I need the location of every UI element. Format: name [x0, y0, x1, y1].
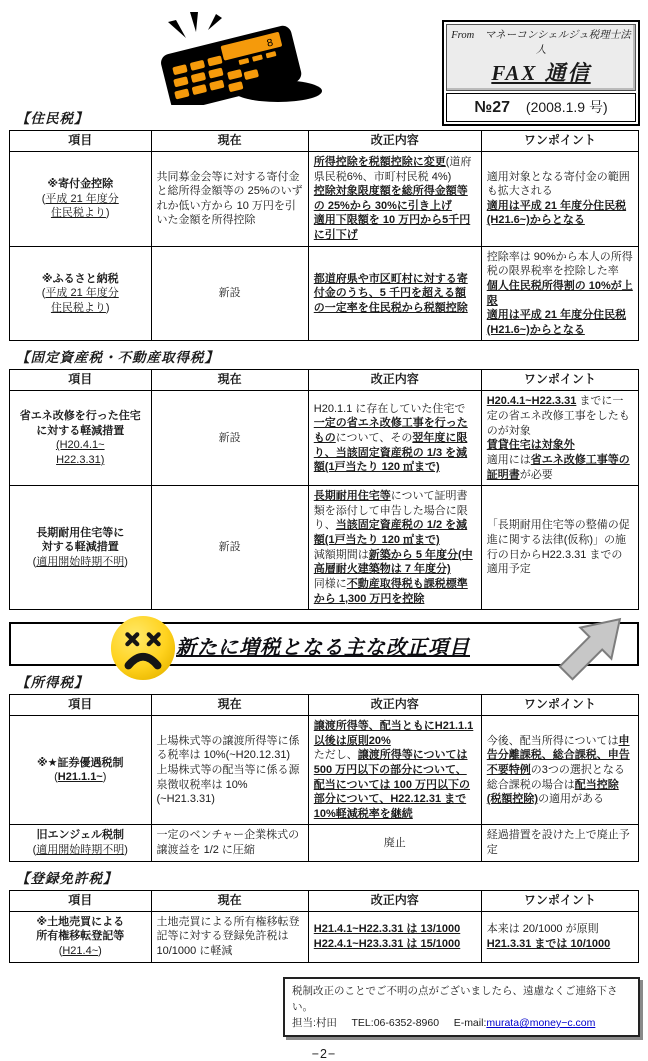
text-run: 適用は平成 21 年度分住民税(H21.6~)からとなる — [486, 309, 627, 336]
cell-line — [15, 540, 146, 555]
text-run: ※★証券優遇税制 — [36, 756, 124, 769]
calculator-icon — [128, 10, 328, 105]
table-cell — [481, 151, 638, 246]
cell-line — [487, 922, 633, 937]
text-run: H20.4.1~H22.3.31 — [486, 395, 577, 408]
cell-line — [487, 279, 633, 308]
text-run: ( — [41, 287, 46, 300]
text-run: 土地売買による所有権移転登記等に対する登録免許税は10/1000 に軽減 — [156, 915, 300, 957]
text-run: 適用には — [486, 453, 531, 466]
svg-text:8: 8 — [265, 37, 275, 51]
text-run: 適用開始時期不明 — [36, 555, 125, 568]
column-header: 改正内容 — [308, 695, 481, 716]
section-heading-juminzei: 【住民税】 — [16, 111, 89, 126]
cell-line — [15, 929, 146, 944]
column-header: 項目 — [10, 131, 152, 152]
text-run: 平成 21 年度分 — [45, 287, 119, 300]
text-run: 新築から 5 年度分(中高層耐火建築物は 7 年度分) — [313, 548, 473, 576]
cell-line — [487, 453, 633, 482]
text-run: 同様に — [313, 577, 347, 590]
cell-line — [314, 155, 476, 184]
text-run: 「長期耐用住宅等の整備の促進に関する法律(仮称)」の施行の日からH22.3.31 までの適用予定 — [486, 519, 630, 576]
section-heading-koteishisanzei: 【固定資産税・不動産取得税】 — [16, 350, 219, 366]
column-header: ワンポイント — [481, 890, 638, 911]
table-row — [10, 911, 639, 962]
cell-line — [15, 438, 146, 453]
table-cell — [308, 825, 481, 861]
table-juminzei — [9, 130, 639, 341]
column-header: ワンポイント — [481, 370, 638, 391]
table-cell — [481, 716, 638, 825]
table-cell — [151, 486, 308, 610]
text-run: 長期耐用住宅等に — [36, 526, 125, 539]
column-header: 項目 — [10, 695, 152, 716]
email-link[interactable]: murata@money−c.com — [486, 1017, 596, 1030]
table-cell — [151, 911, 308, 962]
cell-line — [157, 734, 303, 763]
table-cell — [308, 391, 481, 486]
cell-line — [314, 272, 476, 316]
cell-line — [314, 184, 476, 213]
cell-line — [314, 213, 476, 242]
table-cell — [151, 246, 308, 341]
text-run: 住民税より — [50, 207, 106, 220]
text-run: ※土地売買による — [36, 915, 125, 928]
cell-line — [314, 836, 476, 851]
table-koteishisanzei — [9, 369, 639, 610]
text-run: 上場株式等の譲渡所得等に係る税率は 10%(~H20.12.31) — [156, 734, 300, 762]
cell-line — [157, 286, 303, 301]
cell-line — [314, 489, 476, 548]
cell-line — [487, 518, 633, 577]
text-run: 今後、配当所得については — [486, 734, 619, 747]
text-run: 申告分離課税、総合課税、申告不要特例 — [486, 734, 630, 776]
table-cell — [10, 151, 152, 246]
cell-line — [487, 394, 633, 438]
tax-table — [9, 694, 639, 862]
cell-line — [314, 577, 476, 606]
contact-person: 担当:村田 — [292, 1017, 337, 1030]
text-run: ) — [98, 944, 102, 957]
text-run: 省エネ改修工事等の証明書 — [486, 453, 630, 481]
cell-line — [15, 770, 146, 785]
cell-line — [15, 409, 146, 438]
table-cell — [308, 486, 481, 610]
fax-title: FAX 通信 — [491, 61, 591, 85]
cell-line — [487, 734, 633, 778]
table-cell — [10, 486, 152, 610]
contact-box — [283, 977, 640, 1038]
text-run: ただし、 — [313, 749, 358, 762]
table-cell — [10, 716, 152, 825]
text-run: 本来は 20/1000 が原則 — [486, 923, 599, 935]
cell-line — [157, 540, 303, 555]
cell-line — [157, 828, 303, 857]
cell-line — [314, 748, 476, 821]
cell-line — [487, 199, 633, 228]
cell-line — [314, 402, 476, 475]
text-run: 新設 — [218, 541, 241, 554]
contact-message: 税制改正のことでご不明の点がございましたら、遠慮なくご連絡下さい。 — [292, 984, 618, 1013]
column-header: 項目 — [10, 370, 152, 391]
text-run: 廃止 — [383, 836, 406, 849]
text-run: 上場株式等の配当等に係る源泉徴収税率は 10% (~H21.3.31) — [156, 763, 300, 806]
text-run: の適用がある — [538, 793, 605, 806]
text-run: 譲渡所得等、配当ともにH21.1.1 以後は原則20% — [313, 720, 474, 747]
table-cell — [481, 911, 638, 962]
cell-line — [15, 756, 146, 771]
text-run: が必要 — [519, 468, 553, 481]
up-right-arrow-icon — [547, 600, 639, 688]
cell-line — [157, 763, 303, 807]
column-header: 改正内容 — [308, 890, 481, 911]
cell-line — [487, 170, 633, 199]
text-run: 一定のベンチャー企業株式の譲渡益を 1/2 に圧縮 — [156, 829, 300, 857]
fax-from-line: From マネーコンシェルジュ税理士法人 — [451, 30, 631, 56]
column-header: 現在 — [151, 890, 308, 911]
text-run: 当該固定資産税の 1/2 を減額(1戸当たり 120 ㎡まで) — [313, 519, 468, 547]
text-run: 都道府県や市区町村に対する寄付金のうち、5 千円を超える額の一定率を住民税から税額控除 — [313, 272, 468, 314]
text-run: 適用開始時期不明 — [36, 844, 125, 857]
table-row — [10, 391, 639, 486]
text-run: 翌年度に限り、当該固定資産税の 1/3 を減額(1戸当たり 120 ㎡まで) — [313, 431, 468, 474]
text-run: ( — [32, 844, 37, 857]
page-header — [0, 6, 648, 116]
cell-line — [15, 944, 146, 959]
table-cell — [481, 246, 638, 341]
text-run: H21.4~ — [62, 944, 99, 957]
table-cell — [10, 825, 152, 861]
table-cell — [481, 486, 638, 610]
text-run: H20.1.1 に存在していた住宅で — [313, 402, 466, 415]
column-header: ワンポイント — [481, 131, 638, 152]
section-heading-shotokuzei: 【所得税】 — [16, 675, 89, 691]
text-run: 配当控除(税額控除) — [486, 778, 619, 806]
issue-date: (2008.1.9 号) — [525, 99, 608, 115]
text-run: (道府県民税6%、市町村民税 4%) — [313, 155, 472, 183]
cell-line — [157, 170, 303, 229]
text-run: 一定の省エネ改修工事を行ったもの — [313, 417, 468, 444]
column-header: 改正内容 — [308, 370, 481, 391]
text-run: 対する軽減措置 — [41, 541, 119, 554]
text-run: 新設 — [218, 287, 241, 300]
cell-line — [15, 272, 146, 287]
text-run: 適用対象となる寄付金の範囲も拡大される — [486, 170, 630, 198]
cell-line — [15, 828, 146, 843]
table-shotokuzei — [9, 694, 639, 862]
cell-line — [15, 843, 146, 858]
text-run: 適用下限額を 10 万円から5千円に引下げ — [313, 214, 471, 242]
text-run: H22.4.1~H23.3.31 は 15/1000 — [313, 937, 461, 950]
text-run: 所得控除を税額控除に変更 — [313, 155, 446, 168]
cell-line — [314, 548, 476, 577]
contact-tel: TEL:06-6352-8960 — [351, 1017, 440, 1030]
table-cell — [308, 151, 481, 246]
fax-issue-panel — [446, 93, 636, 122]
column-header: 改正内容 — [308, 131, 481, 152]
text-run: ( — [41, 192, 46, 205]
cell-line — [314, 719, 476, 748]
text-run: ) — [102, 771, 107, 784]
cell-line — [314, 937, 476, 952]
text-run: H21.1.1~ — [57, 771, 103, 784]
text-run: ※ふるさと納税 — [41, 272, 119, 285]
column-header: 現在 — [151, 695, 308, 716]
text-run: 住民税より — [50, 301, 106, 314]
fax-header-box — [442, 20, 640, 126]
cell-line — [157, 915, 303, 959]
text-run: ( — [58, 944, 63, 957]
column-header: 現在 — [151, 370, 308, 391]
table-cell — [308, 246, 481, 341]
calculator-graphic — [128, 10, 328, 105]
cell-line — [487, 828, 633, 857]
text-run: 経過措置を設けた上で廃止予定 — [486, 829, 630, 857]
text-run: 平成 21 年度分 — [45, 192, 119, 205]
table-row — [10, 246, 639, 341]
text-run: 賃貸住宅は対象外 — [486, 439, 575, 452]
text-run: ) — [105, 301, 110, 314]
tax-table — [9, 130, 639, 341]
text-run: 共同募金会等に対する寄付金と総所得金額等の 25%のいずれか低い方から 10 万円を引いた金額を所得控除 — [156, 170, 303, 227]
cell-line — [487, 937, 633, 952]
text-run: について証明書類を添付して申告した場合に限り、 — [313, 490, 468, 532]
table-cell — [10, 246, 152, 341]
text-run: 総合課税の場合は — [486, 778, 575, 791]
table-cell — [10, 911, 152, 962]
table-cell — [151, 151, 308, 246]
text-run: ) — [124, 555, 128, 568]
column-header: ワンポイント — [481, 695, 638, 716]
text-run: ) — [124, 844, 128, 857]
cell-line — [15, 206, 146, 221]
text-run: (H20.4.1~ — [55, 439, 105, 452]
table-row — [10, 486, 639, 610]
text-run: H22.3.31) — [56, 453, 105, 466]
table-cell — [308, 716, 481, 825]
contact-details — [292, 1015, 631, 1031]
text-run: 不動産取得税も課税標準から 1,300 万円を控除 — [313, 577, 468, 605]
cell-line — [15, 192, 146, 207]
tax-increase-banner — [9, 622, 639, 666]
cell-line — [487, 438, 633, 453]
text-run: 旧エンジェル税制 — [36, 829, 125, 842]
text-run: について、その — [335, 431, 413, 444]
text-run: 長期耐用住宅等 — [313, 490, 391, 503]
text-run: H21.3.31 までは 10/1000 — [486, 937, 611, 950]
table-cell — [10, 391, 152, 486]
column-header: 項目 — [10, 890, 152, 911]
table-row — [10, 716, 639, 825]
table-cell — [151, 825, 308, 861]
table-cell — [151, 716, 308, 825]
text-run: ( — [32, 555, 37, 568]
text-run: 控除対象限度額を総所得金額等の 25%から 30%に引き上げ — [313, 185, 468, 212]
text-run: までに一定の省エネ改修工事をしたものが対象 — [486, 395, 630, 437]
fax-title-panel — [446, 24, 636, 91]
table-cell — [481, 391, 638, 486]
text-run: 控除率は 90%から本人の所得税の限界税率を控除した率 — [486, 250, 633, 278]
table-torokumenkyozei — [9, 890, 639, 963]
text-run: ) — [105, 207, 110, 220]
text-run: H21.4.1~H22.3.31 は 13/1000 — [313, 923, 461, 935]
text-run: 減額期間は — [313, 548, 369, 561]
table-row — [10, 825, 639, 861]
cell-line — [15, 301, 146, 316]
crying-face-icon — [109, 614, 177, 682]
cell-line — [15, 453, 146, 468]
text-run: 所有権移転登記等 — [36, 930, 125, 943]
cell-line — [15, 526, 146, 541]
email-label: E-mail: — [453, 1017, 487, 1030]
cell-line — [487, 250, 633, 279]
text-run: の3つの選択となる — [530, 763, 625, 776]
cell-line — [314, 922, 476, 937]
section-heading-torokumenkyozei: 【登録免許税】 — [16, 870, 118, 886]
text-run: ※寄付金控除 — [47, 177, 114, 190]
text-run: 省エネ改修を行った住宅に対する軽減措置 — [19, 410, 141, 437]
cell-line — [15, 555, 146, 570]
text-run: 個人住民税所得割の 10%が上限 — [486, 279, 633, 307]
text-run: ( — [54, 771, 58, 784]
cell-line — [487, 778, 633, 807]
issue-number: №27 — [474, 99, 511, 116]
text-run: 適用は平成 21 年度分住民税(H21.6~)からとなる — [486, 199, 627, 227]
table-cell — [481, 825, 638, 861]
cell-line — [157, 431, 303, 446]
cell-line — [487, 308, 633, 337]
text-run: 新設 — [218, 431, 241, 444]
page-number: −2− — [311, 1047, 337, 1061]
banner-title: 新たに増税となる主な改正項目 — [176, 637, 470, 660]
tax-table — [9, 369, 639, 610]
cell-line — [15, 286, 146, 301]
text-run: 譲渡所得等については 500 万円以下の部分について、配当については 100 万円以下の部分について、H22.12.31 まで 10%軽減税率を継続 — [313, 749, 471, 820]
cell-line — [15, 915, 146, 930]
tax-table — [9, 890, 639, 963]
table-row — [10, 151, 639, 246]
table-cell — [308, 911, 481, 962]
table-cell — [151, 391, 308, 486]
cell-line — [15, 177, 146, 192]
column-header: 現在 — [151, 131, 308, 152]
